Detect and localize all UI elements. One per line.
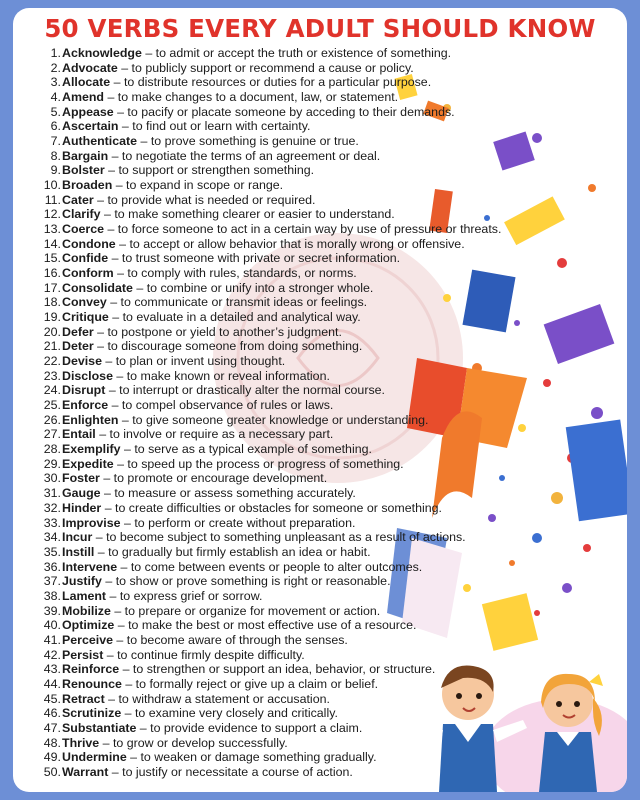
- verb-item: [25, 222, 501, 237]
- verb-number: 22.: [43, 354, 61, 369]
- verb-number: 48.: [43, 735, 61, 750]
- verb-definition: – to promote or encourage development.: [99, 471, 328, 486]
- verb-number: 6.: [50, 119, 61, 134]
- verb-definition: – to pacify or placate someone by acceding to their demands.: [113, 104, 455, 119]
- verb-number: 46.: [43, 706, 61, 721]
- verb-item: [25, 471, 501, 486]
- verb-definition: – to continue firmly despite difficulty.: [103, 647, 305, 662]
- verb-item: [25, 750, 501, 765]
- verb-number: 25.: [43, 398, 61, 413]
- verb-term: Ascertain: [62, 119, 119, 134]
- verb-number: 2.: [50, 60, 61, 75]
- verb-definition: – to combine or unify into a stronger whole.: [132, 280, 374, 295]
- verb-term: Bolster: [62, 163, 105, 178]
- verb-definition: – to become subject to something unpleasant as a result of actions.: [92, 530, 466, 545]
- verb-definition: – to become aware of through the senses.: [112, 632, 348, 647]
- verb-number: 41.: [43, 632, 61, 647]
- verb-term: Defer: [62, 324, 94, 339]
- verb-term: Justify: [62, 574, 102, 589]
- poster-card: [13, 8, 627, 792]
- verb-number: 37.: [43, 574, 61, 589]
- verb-definition: – to speed up the process or progress of something.: [113, 456, 404, 471]
- verb-number: 45.: [43, 691, 61, 706]
- verb-item: [25, 618, 501, 633]
- verb-number: 4.: [50, 90, 61, 105]
- verb-number: 3.: [50, 75, 61, 90]
- verb-definition: – to provide what is needed or required.: [93, 192, 316, 207]
- verb-item: [25, 662, 501, 677]
- verb-item: [25, 105, 501, 120]
- verb-term: Instill: [62, 544, 95, 559]
- verb-item: [25, 266, 501, 281]
- verb-number: 31.: [43, 486, 61, 501]
- verb-definition: – to find out or learn with certainty.: [118, 119, 311, 134]
- verb-number: 40.: [43, 618, 61, 633]
- verb-definition: – to create difficulties or obstacles for someone or something.: [101, 500, 442, 515]
- verb-number: 7.: [50, 134, 61, 149]
- verb-item: [25, 398, 501, 413]
- verb-item: [25, 383, 501, 398]
- verb-definition: – to make something clearer or easier to understand.: [100, 207, 395, 222]
- verb-number: 27.: [43, 427, 61, 442]
- verb-item: [25, 354, 501, 369]
- verb-number: 28.: [43, 442, 61, 457]
- verb-definition: – to force someone to act in a certain way by use of pressure or threats.: [104, 222, 502, 237]
- verb-number: 33.: [43, 515, 61, 530]
- verb-number: 13.: [43, 222, 61, 237]
- verb-number: 23.: [43, 368, 61, 383]
- verb-number: 29.: [43, 456, 61, 471]
- verb-definition: – to justify or necessitate a course of action.: [108, 764, 353, 779]
- verb-definition: – to make the best or most effective use of a resource.: [114, 618, 417, 633]
- verb-number: 34.: [43, 530, 61, 545]
- verb-term: Allocate: [62, 75, 111, 90]
- verb-item: [25, 633, 501, 648]
- verb-definition: – to prove something is genuine or true.: [137, 134, 359, 149]
- verb-term: Expedite: [62, 456, 114, 471]
- verb-term: Authenticate: [62, 134, 138, 149]
- verb-number: 30.: [43, 471, 61, 486]
- verb-definition: – to evaluate in a detailed and analytical way.: [108, 310, 361, 325]
- verb-item: [25, 706, 501, 721]
- verb-term: Enforce: [62, 398, 109, 413]
- verb-term: Confide: [62, 251, 109, 266]
- verb-term: Scrutinize: [62, 706, 122, 721]
- verb-definition: – to comply with rules, standards, or norms.: [113, 266, 357, 281]
- verb-term: Coerce: [62, 222, 105, 237]
- verb-number: 43.: [43, 662, 61, 677]
- verb-term: Substantiate: [62, 720, 137, 735]
- verb-definition: – to involve or require as a necessary part.: [95, 427, 334, 442]
- verb-definition: – to come between events or people to alter outcomes.: [117, 559, 423, 574]
- verb-definition: – to compel observance of rules or laws.: [108, 398, 334, 413]
- verb-number: 5.: [50, 104, 61, 119]
- verb-definition: – to expand in scope or range.: [112, 178, 284, 193]
- verb-term: Undermine: [62, 750, 127, 765]
- verb-item: [25, 325, 501, 340]
- verb-definition: – to examine very closely and critically.: [121, 706, 338, 721]
- verb-definition: – to grow or develop successfully.: [99, 735, 288, 750]
- verb-term: Entail: [62, 427, 96, 442]
- verb-number: 18.: [43, 295, 61, 310]
- verb-number: 36.: [43, 559, 61, 574]
- verb-definition: – to make changes to a document, law, or statement.: [104, 90, 399, 105]
- verb-definition: – to postpone or yield to another’s judgment.: [93, 324, 342, 339]
- verb-definition: – to formally reject or give up a claim or belief.: [121, 676, 379, 691]
- verb-term: Disrupt: [62, 383, 106, 398]
- verb-definition: – to give someone greater knowledge or understanding.: [118, 412, 429, 427]
- verb-item: [25, 207, 501, 222]
- verb-term: Thrive: [62, 735, 100, 750]
- verb-item: [25, 677, 501, 692]
- verb-item: [25, 516, 501, 531]
- verb-definition: – to withdraw a statement or accusation.: [104, 691, 330, 706]
- verb-term: Gauge: [62, 486, 101, 501]
- verb-item: [25, 251, 501, 266]
- verb-definition: – to trust someone with private or secret information.: [108, 251, 401, 266]
- verb-definition: – to strengthen or support an idea, behavior, or structure.: [119, 662, 436, 677]
- verb-number: 8.: [50, 148, 61, 163]
- verb-definition: – to prepare or organize for movement or action.: [110, 603, 381, 618]
- verb-definition: – to measure or assess something accurately.: [100, 486, 356, 501]
- verb-number: 1.: [50, 46, 61, 60]
- verb-term: Amend: [62, 90, 104, 105]
- verb-definition: – to distribute resources or duties for a particular purpose.: [110, 75, 432, 90]
- verb-term: Optimize: [62, 618, 115, 633]
- verb-term: Condone: [62, 236, 116, 251]
- verb-term: Devise: [62, 354, 102, 369]
- verb-item: [25, 560, 501, 575]
- verb-term: Reinforce: [62, 662, 120, 677]
- verb-term: Consolidate: [62, 280, 133, 295]
- verb-number: 35.: [43, 544, 61, 559]
- verb-term: Warrant: [62, 764, 109, 779]
- verb-term: Disclose: [62, 368, 113, 383]
- verb-number: 17.: [43, 280, 61, 295]
- verb-term: Hinder: [62, 500, 102, 515]
- verb-definition: – to gradually but firmly establish an idea or habit.: [94, 544, 371, 559]
- verb-definition: – to interrupt or drastically alter the normal course.: [105, 383, 385, 398]
- verb-definition: – to weaken or damage something gradually.: [126, 750, 377, 765]
- verb-term: Improvise: [62, 515, 121, 530]
- verb-number: 19.: [43, 310, 61, 325]
- verb-definition: – to express grief or sorrow.: [106, 588, 263, 603]
- verb-item: [25, 765, 501, 780]
- verb-term: Retract: [62, 691, 105, 706]
- verb-number: 9.: [50, 163, 61, 178]
- verb-term: Cater: [62, 192, 94, 207]
- verb-item: [25, 442, 501, 457]
- verb-item: [25, 61, 501, 76]
- verb-item: [25, 90, 501, 105]
- verb-term: Perceive: [62, 632, 113, 647]
- verb-item: [25, 413, 501, 428]
- verb-item: [25, 574, 501, 589]
- verb-number: 14.: [43, 236, 61, 251]
- verb-number: 20.: [43, 324, 61, 339]
- verb-term: Clarify: [62, 207, 101, 222]
- verb-item: [25, 310, 501, 325]
- verb-number: 44.: [43, 676, 61, 691]
- verb-definition: – to provide evidence to support a claim.: [136, 720, 363, 735]
- verb-number: 42.: [43, 647, 61, 662]
- verb-definition: – to publicly support or recommend a cause or policy.: [117, 60, 414, 75]
- verb-number: 50.: [43, 764, 61, 779]
- verb-item: [25, 237, 501, 252]
- verb-item: [25, 163, 501, 178]
- verb-number: 49.: [43, 750, 61, 765]
- verb-definition: – to show or prove something is right or reasonable.: [101, 574, 391, 589]
- verb-number: 10.: [43, 178, 61, 193]
- verb-term: Broaden: [62, 178, 113, 193]
- verb-definition: – to plan or invent using thought.: [101, 354, 286, 369]
- verb-item: [25, 339, 501, 354]
- verb-list: [25, 46, 501, 780]
- verb-item: [25, 178, 501, 193]
- verb-term: Incur: [62, 530, 93, 545]
- verb-term: Advocate: [62, 60, 118, 75]
- verb-item: [25, 46, 501, 61]
- verb-definition: – to make known or reveal information.: [112, 368, 330, 383]
- verb-definition: – to serve as a typical example of something.: [120, 442, 372, 457]
- verb-item: [25, 193, 501, 208]
- verb-item: [25, 501, 501, 516]
- verb-number: 26.: [43, 412, 61, 427]
- verb-number: 32.: [43, 500, 61, 515]
- verb-item: [25, 648, 501, 663]
- verb-item: [25, 281, 501, 296]
- verb-term: Appease: [62, 104, 114, 119]
- verb-item: [25, 119, 501, 134]
- verb-term: Intervene: [62, 559, 118, 574]
- verb-term: Mobilize: [62, 603, 111, 618]
- verb-number: 15.: [43, 251, 61, 266]
- verb-term: Persist: [62, 647, 104, 662]
- verb-item: [25, 604, 501, 619]
- verb-number: 47.: [43, 720, 61, 735]
- verb-item: [25, 589, 501, 604]
- verb-item: [25, 149, 501, 164]
- verb-term: Conform: [62, 266, 114, 281]
- verb-definition: – to negotiate the terms of an agreement or deal.: [108, 148, 381, 163]
- verb-definition: – to support or strengthen something.: [104, 163, 315, 178]
- verb-number: 16.: [43, 266, 61, 281]
- verb-term: Deter: [62, 339, 94, 354]
- verb-term: Foster: [62, 471, 100, 486]
- verb-number: 21.: [43, 339, 61, 354]
- verb-item: [25, 736, 501, 751]
- verb-term: Convey: [62, 295, 107, 310]
- verb-number: 11.: [44, 192, 61, 207]
- verb-term: Lament: [62, 588, 107, 603]
- verb-item: [25, 545, 501, 560]
- verb-number: 12.: [43, 207, 61, 222]
- verb-definition: – to accept or allow behavior that is morally wrong or offensive.: [115, 236, 465, 251]
- verb-term: Acknowledge: [62, 46, 142, 60]
- verb-term: Enlighten: [62, 412, 119, 427]
- verb-number: 38.: [43, 588, 61, 603]
- verb-item: [25, 486, 501, 501]
- verb-definition: – to perform or create without preparation.: [120, 515, 356, 530]
- verb-number: 39.: [43, 603, 61, 618]
- verb-term: Exemplify: [62, 442, 121, 457]
- verb-item: [25, 369, 501, 384]
- page-title: 50 VERBS EVERY ADULT SHOULD KNOW: [44, 14, 596, 43]
- verb-number: 24.: [43, 383, 61, 398]
- verb-item: [25, 530, 501, 545]
- verb-item: [25, 134, 501, 149]
- verb-item: [25, 457, 501, 472]
- verb-item: [25, 721, 501, 736]
- verb-item: [25, 75, 501, 90]
- verb-definition: – to discourage someone from doing something.: [93, 339, 363, 354]
- verb-item: [25, 427, 501, 442]
- verb-term: Renounce: [62, 676, 122, 691]
- verb-item: [25, 295, 501, 310]
- verb-item: [25, 692, 501, 707]
- verb-term: Bargain: [62, 148, 109, 163]
- verb-term: Critique: [62, 310, 109, 325]
- verb-definition: – to admit or accept the truth or existence of something.: [141, 46, 452, 60]
- verb-definition: – to communicate or transmit ideas or feelings.: [106, 295, 368, 310]
